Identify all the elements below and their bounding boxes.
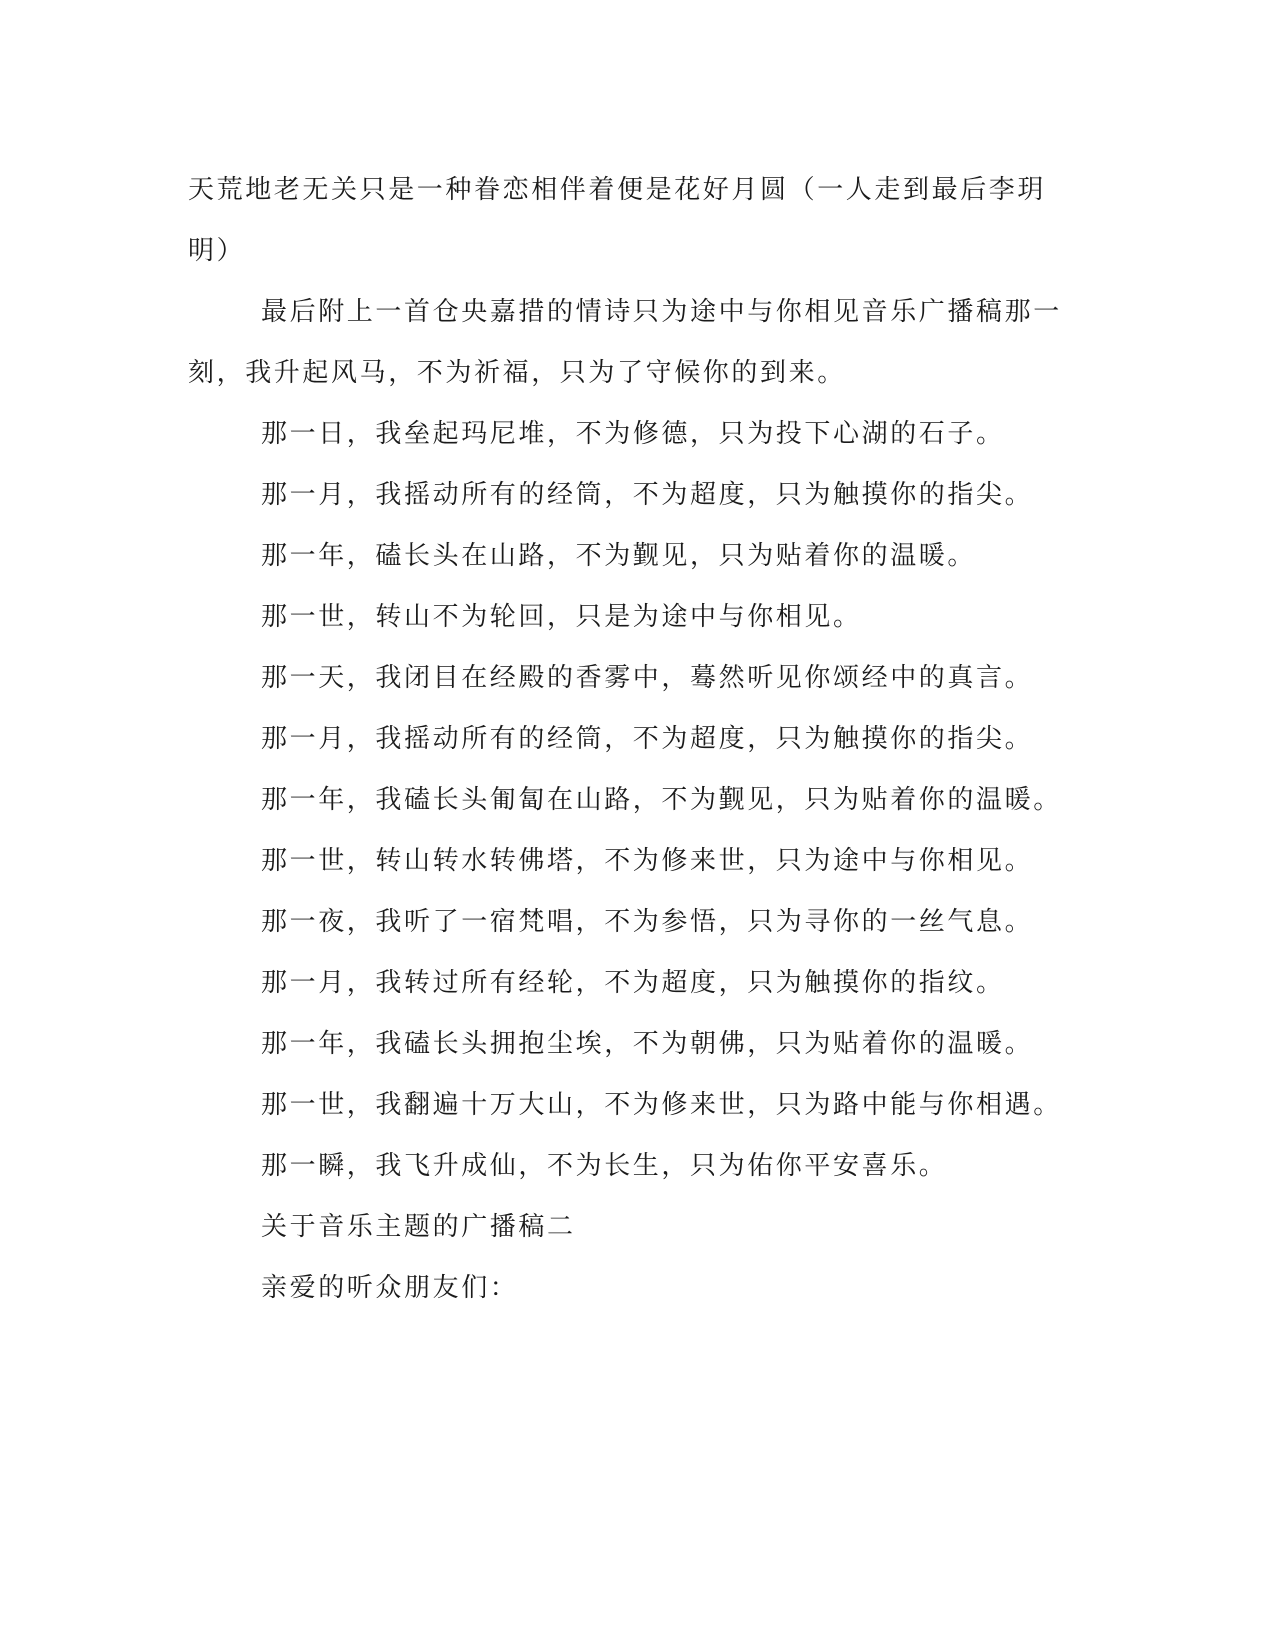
- poem-line: 那一月，我摇动所有的经筒，不为超度，只为触摸你的指尖。: [261, 724, 1034, 754]
- poem-line: 那一世，我翻遍十万大山，不为修来世，只为路中能与你相遇。: [261, 1090, 1062, 1120]
- poem-line: 那一年，我磕长头匍匐在山路，不为觐见，只为贴着你的温暖。: [261, 785, 1062, 815]
- poem-line: 那一月，我转过所有经轮，不为超度，只为触摸你的指纹。: [261, 968, 1005, 998]
- poem-line: 那一世，转山转水转佛塔，不为修来世，只为途中与你相见。: [261, 846, 1034, 876]
- poem-line: 那一年，我磕长头拥抱尘埃，不为朝佛，只为贴着你的温暖。: [261, 1029, 1034, 1059]
- poem-line: 那一世，转山不为轮回，只是为途中与你相见。: [261, 602, 862, 632]
- poem-line: 那一年，磕长头在山路，不为觐见，只为贴着你的温暖。: [261, 541, 977, 571]
- poem-line: 那一月，我摇动所有的经筒，不为超度，只为触摸你的指尖。: [261, 480, 1034, 510]
- document-body: [188, 160, 1068, 1319]
- salutation: 亲爱的听众朋友们：: [261, 1273, 519, 1303]
- section-heading: 关于音乐主题的广播稿二: [261, 1212, 576, 1242]
- paragraph-poem-intro: 最后附上一首仓央嘉措的情诗只为途中与你相见音乐广播稿那一刻，我升起风马，不为祈福，只为了守候你的到来。: [188, 297, 1062, 388]
- poem-line: 那一瞬，我飞升成仙，不为长生，只为佑你平安喜乐。: [261, 1151, 948, 1181]
- poem-line: 那一日，我垒起玛尼堆，不为修德，只为投下心湖的石子。: [261, 419, 1005, 449]
- paragraph-intro: 天荒地老无关只是一种眷恋相伴着便是花好月圆（一人走到最后李玥明）: [188, 175, 1047, 266]
- poem-line: 那一天，我闭目在经殿的香雾中，蓦然听见你颂经中的真言。: [261, 663, 1034, 693]
- poem-line: 那一夜，我听了一宿梵唱，不为参悟，只为寻你的一丝气息。: [261, 907, 1034, 937]
